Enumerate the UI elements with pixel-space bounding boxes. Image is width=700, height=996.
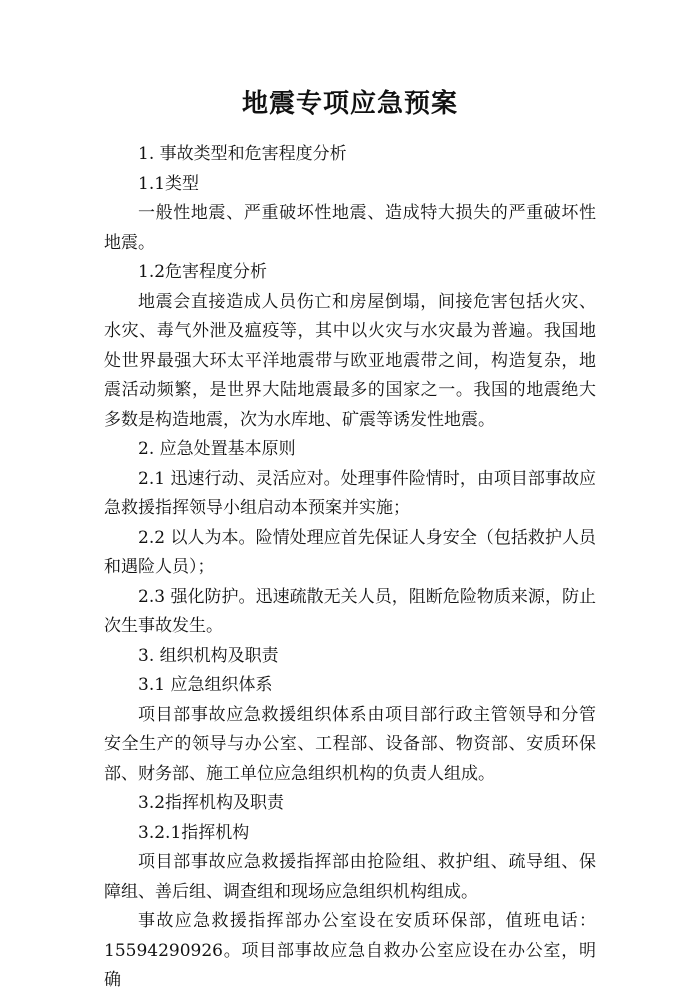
paragraph-principle-2-2: 2.2 以人为本。险情处理应首先保证人身安全（包括救护人员和遇险人员）； bbox=[104, 527, 596, 577]
paragraph-principle-2-1: 2.1 迅速行动、灵活应对。处理事件险情时，由项目部事故应急救援指挥领导小组启动本预案并实施； bbox=[104, 468, 596, 518]
subsection-heading-3-2-1: 3.2.1指挥机构 bbox=[138, 822, 250, 843]
paragraph-organization-system: 项目部事故应急救援组织体系由项目部行政主管领导和分管安全生产的领导与办公室、工程部、设备部、物资部、安质环保部、财务部、施工单位应急组织机构的负责人组成。 bbox=[104, 704, 596, 784]
paragraph-office-contact: 事故应急救援指挥部办公室设在安质环保部，值班电话：15594290926。项目部事故应急自救办公室应设在办公室，明确 bbox=[104, 911, 596, 990]
document-body bbox=[104, 140, 596, 996]
paragraph-hazard-analysis: 地震会直接造成人员伤亡和房屋倒塌，间接危害包括火灾、水灾、毒气外泄及瘟疫等，其中以火灾与水灾最为普遍。我国地处世界最强大环太平洋地震带与欧亚地震带之间，构造复杂，地震活动频繁，是世界大陆地震最多的国家之一。我国的地震绝大多数是构造地震，次为水库地、矿震等诱发性地震。 bbox=[104, 291, 596, 430]
subsection-heading-3-2: 3.2指挥机构及职责 bbox=[138, 793, 285, 813]
section-heading-2: 2. 应急处置基本原则 bbox=[138, 439, 296, 459]
subsection-heading-1-2: 1.2危害程度分析 bbox=[138, 262, 268, 282]
paragraph-principle-2-3: 2.3 强化防护。迅速疏散无关人员，阻断危险物质来源，防止次生事故发生。 bbox=[104, 586, 596, 636]
subsection-heading-1-1: 1.1类型 bbox=[138, 173, 200, 194]
subsection-heading-3-1: 3.1 应急组织体系 bbox=[138, 675, 273, 695]
paragraph-command-structure: 项目部事故应急救援指挥部由抢险组、救护组、疏导组、保障组、善后组、调查组和现场应急组织机构组成。 bbox=[104, 852, 596, 902]
document-title: 地震专项应急预案 bbox=[241, 89, 458, 119]
section-heading-3: 3. 组织机构及职责 bbox=[138, 645, 279, 666]
section-heading-1: 1. 事故类型和危害程度分析 bbox=[138, 144, 347, 164]
paragraph-earthquake-types: 一般性地震、严重破坏性地震、造成特大损失的严重破坏性地震。 bbox=[104, 203, 596, 253]
